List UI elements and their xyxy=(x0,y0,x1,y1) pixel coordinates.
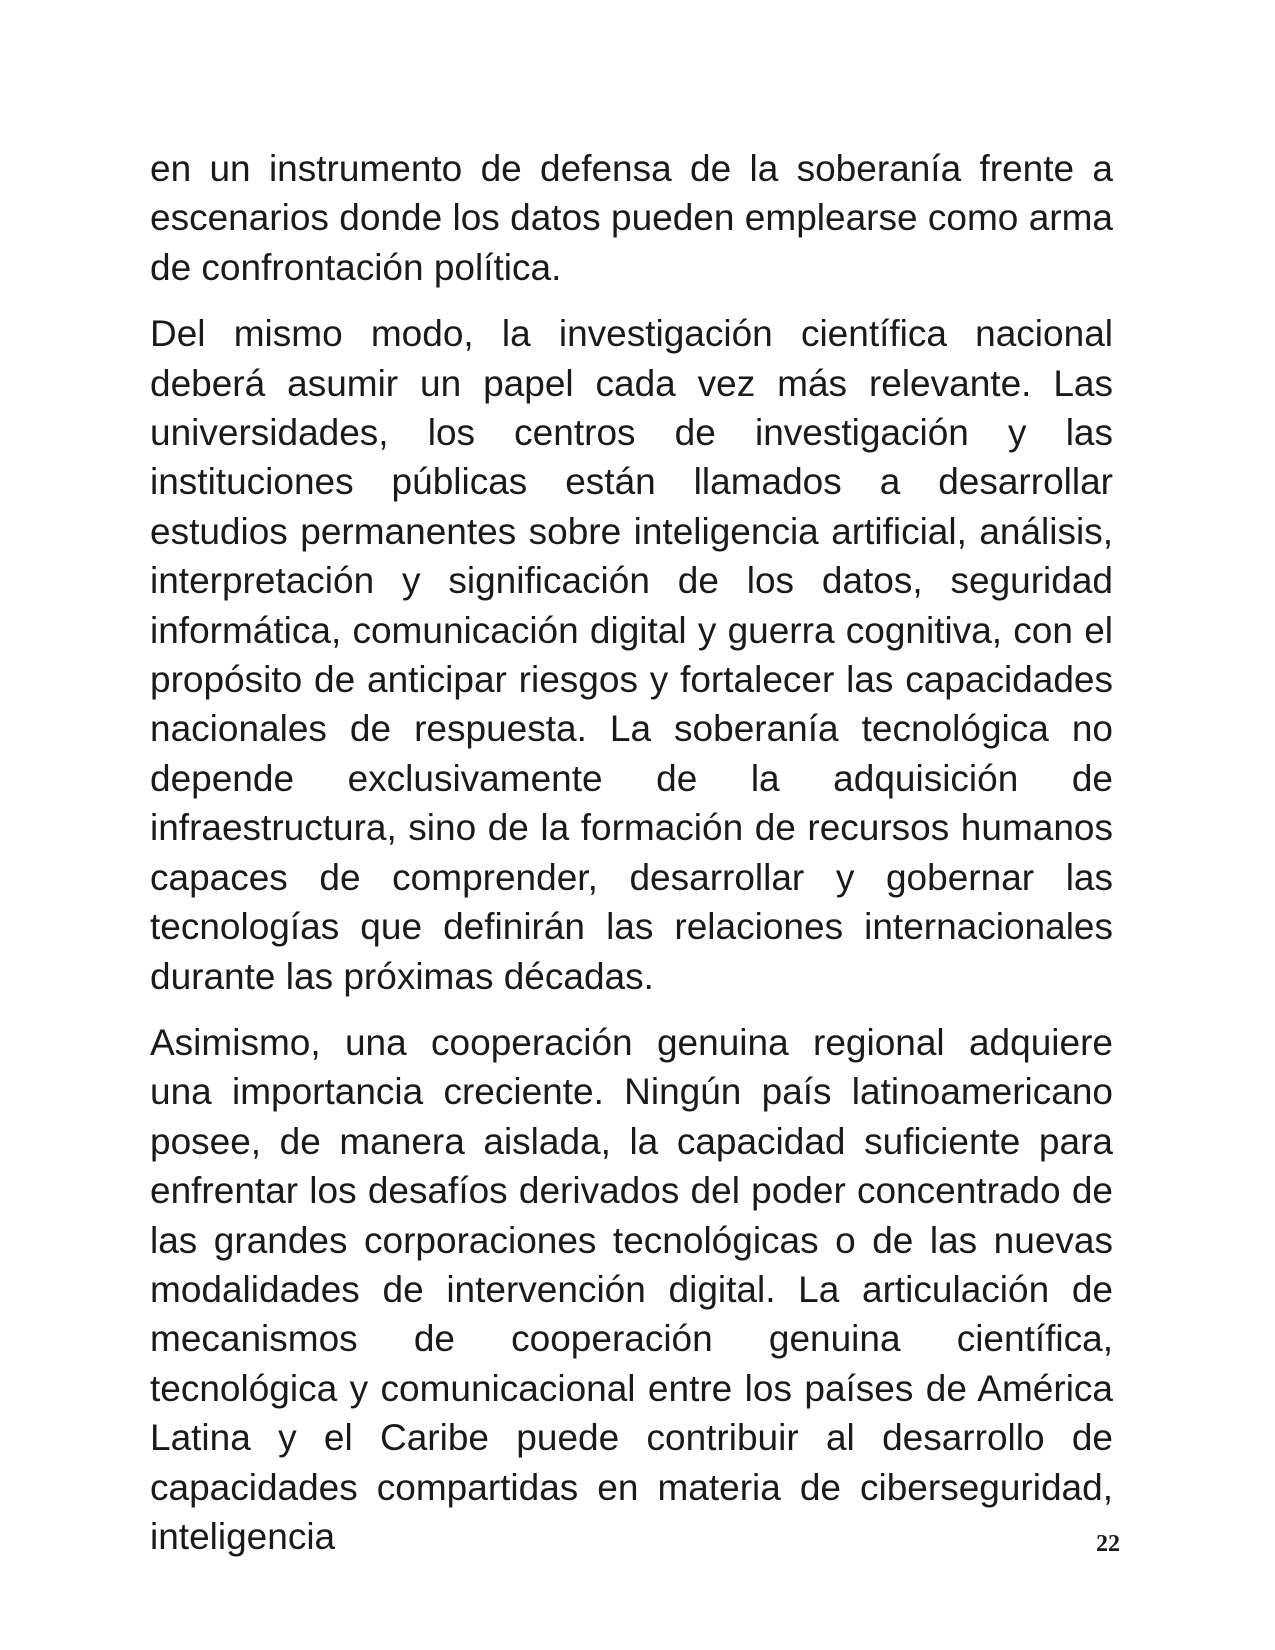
paragraph-continuation: en un instrumento de defensa de la soberanía frente a escenarios donde los datos pueden emplearse como arma de confrontación política. xyxy=(150,148,1113,288)
paragraph-scientific-research: Del mismo modo, la investigación científica nacional deberá asumir un papel cada vez más relevante. Las universidades, los centros de investigación y las instituciones públicas están llamados a desarrollar estudios permanentes sobre inteligencia artificial, análisis, interpretación y significación de los datos, seguridad informática, comunicación digital y guerra cognitiva, con el propósito de anticipar riesgos y fortalecer las capacidades nacionales de respuesta. La soberanía tecnológica no depende exclusivamente de la adquisición de infraestructura, sino de la formación de recursos humanos capaces de comprender, desarrollar y gobernar las tecnologías que definirán las relaciones internacionales durante las próximas décadas. xyxy=(150,313,1113,997)
paragraph-regional-cooperation: Asimismo, una cooperación genuina regional adquiere una importancia creciente. Ningún país latinoamericano posee, de manera aislada, la capacidad suficiente para enfrentar los desafíos derivados del poder concentrado de las grandes corporaciones tecnológicas o de las nuevas modalidades de intervención digital. La articulación de mecanismos de cooperación genuina científica, tecnológica y comunicacional entre los países de América Latina y el Caribe puede contribuir al desarrollo de capacidades compartidas en materia de ciberseguridad, inteligencia xyxy=(150,1021,1113,1557)
body-text xyxy=(150,144,1113,1561)
page-number: 22 xyxy=(1096,1531,1120,1557)
